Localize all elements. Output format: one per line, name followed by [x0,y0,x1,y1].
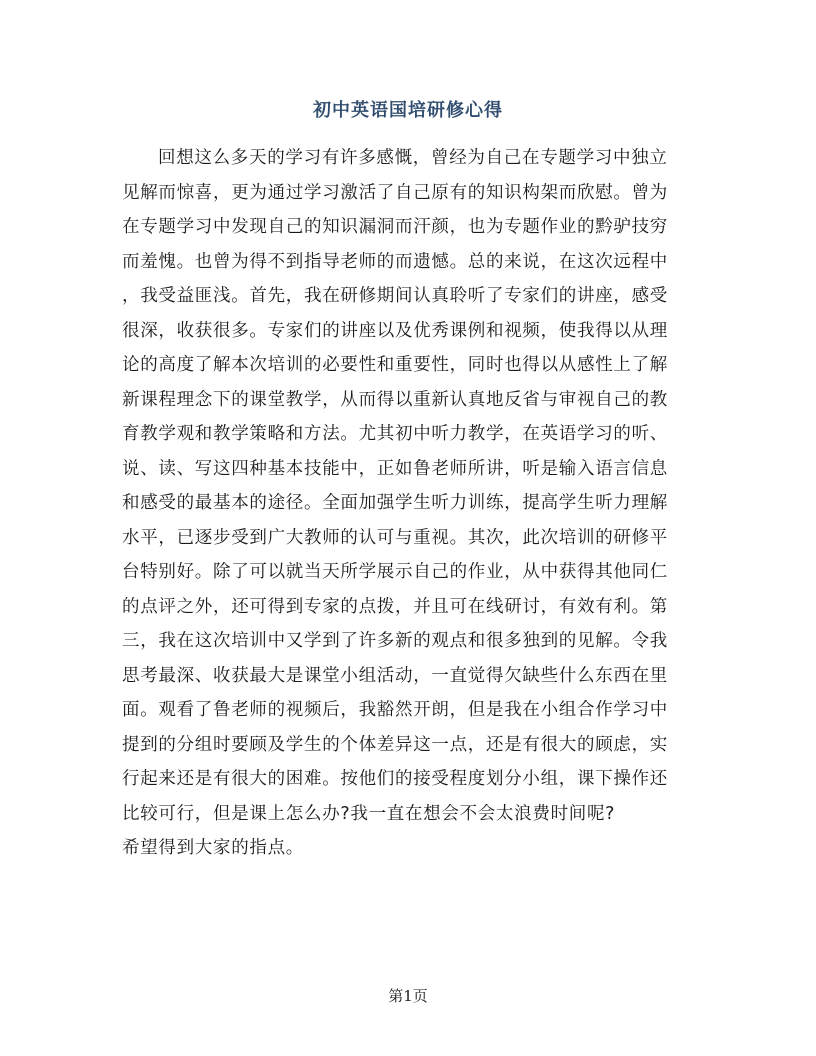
page-title: 初中英语国培研修心得 [313,100,503,121]
page-number: 第1页 [388,987,428,1005]
paragraph-line: 育教学观和教学策略和方法。尤其初中听力教学，在英语学习的听、 [122,424,668,444]
paragraph-line: 提到的分组时要顾及学生的个体差异这一点，还是有很大的顾虑，实 [122,734,668,755]
paragraph-line: 回想这么多天的学习有许多感慨，曾经为自己在专题学习中独立 [158,148,668,168]
paragraph-line: 面。观看了鲁老师的视频后，我豁然开朗，但是我在小组合作学习中 [122,700,668,720]
paragraph-line: 行起来还是有很大的困难。按他们的接受程度划分小组，课下操作还 [122,769,668,789]
paragraph-line: 和感受的最基本的途径。全面加强学生听力训练，提高学生听力理解 [122,493,668,513]
paragraph-line: 而羞愧。也曾为得不到指导老师的而遗憾。总的来说，在这次远程中 [122,251,668,272]
paragraph-line: 水平，已逐步受到广大教师的认可与重视。其次，此次培训的研修平 [122,527,668,548]
paragraph-line: 见解而惊喜，更为通过学习激活了自己原有的知识构架而欣慰。曾为 [122,182,668,203]
paragraph-line: 比较可行，但是课上怎么办?我一直在想会不会太浪费时间呢? [122,803,616,824]
paragraph-line: 思考最深、收获最大是课堂小组活动，一直觉得欠缺些什么东西在里 [122,665,668,686]
paragraph-line: 台特别好。除了可以就当天所学展示自己的作业，从中获得其他同仁 [122,562,668,582]
paragraph-line: 说、读、写这四种基本技能中，正如鲁老师所讲，听是输入语言信息 [122,458,668,479]
paragraph-line: 三，我在这次培训中又学到了许多新的观点和很多独到的见解。令我 [122,631,668,651]
paragraph-line: 论的高度了解本次培训的必要性和重要性，同时也得以从感性上了解 [122,355,668,375]
closing-line: 希望得到大家的指点。 [122,838,304,858]
paragraph-line: 在专题学习中发现自己的知识漏洞而汗颜，也为专题作业的黔驴技穷 [122,217,668,237]
paragraph-line: 新课程理念下的课堂教学，从而得以重新认真地反省与审视自己的教 [122,389,668,410]
document-body [122,141,682,866]
paragraph-line: 很深，收获很多。专家们的讲座以及优秀课例和视频，使我得以从理 [122,320,668,341]
paragraph-line: 的点评之外，还可得到专家的点拨，并且可在线研讨，有效有利。第 [122,596,668,617]
paragraph-line: ，我受益匪浅。首先，我在研修期间认真聆听了专家们的讲座，感受 [122,286,668,306]
